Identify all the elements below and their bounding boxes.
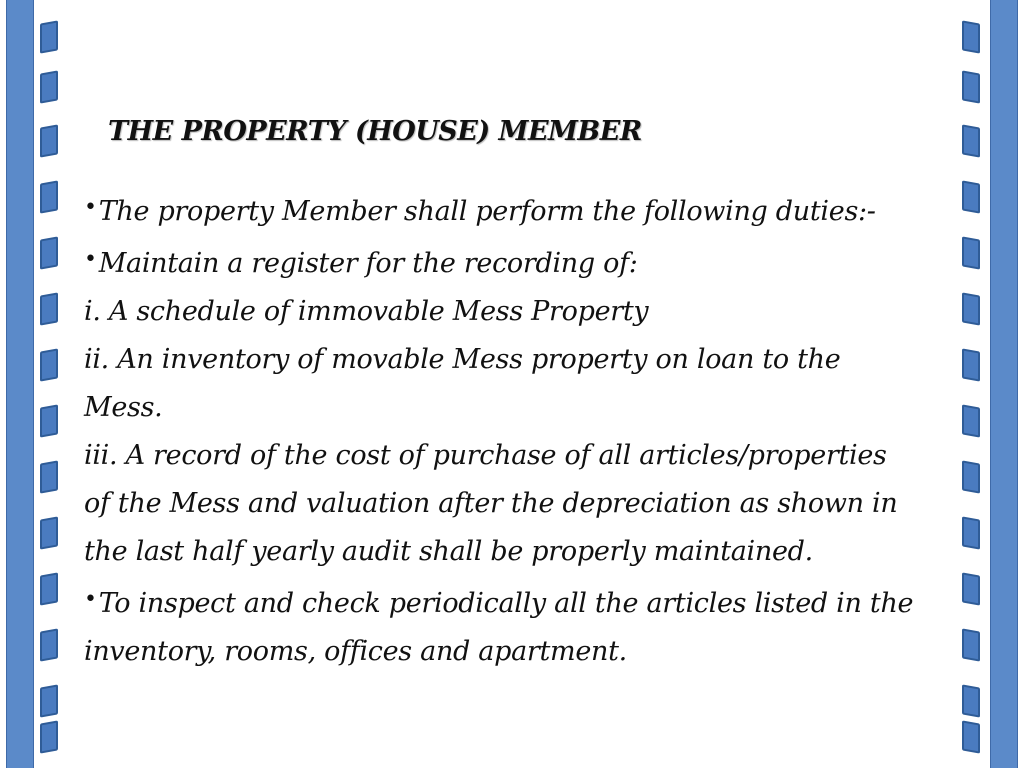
border-tab [40, 404, 58, 437]
border-tab [40, 236, 58, 269]
border-tab [962, 516, 980, 549]
border-tab [962, 628, 980, 661]
body-line [84, 336, 954, 384]
border-tab [40, 628, 58, 661]
border-tab [962, 236, 980, 269]
body-line [84, 288, 954, 336]
bullet-text: To inspect and check periodically all the articles listed in the [98, 588, 914, 619]
slide-title: THE PROPERTY (HOUSE) MEMBER [108, 116, 642, 147]
border-tab [40, 684, 58, 717]
border-tab [40, 720, 58, 753]
border-tab [962, 20, 980, 53]
border-tab [40, 124, 58, 157]
body-line [84, 384, 954, 432]
border-tab [962, 720, 980, 753]
body-text: inventory, rooms, offices and apartment. [84, 636, 627, 667]
body-text: Mess. [84, 392, 163, 423]
body-text: of the Mess and valuation after the depreciation as shown in [84, 488, 898, 519]
bullet-text: Maintain a register for the recording of: [98, 248, 638, 279]
border-tab [962, 348, 980, 381]
slide-content [84, 110, 954, 676]
right-decorative-border [990, 0, 1018, 768]
border-tab [962, 124, 980, 157]
border-tab [40, 348, 58, 381]
bullet-line [84, 236, 954, 288]
border-tab [40, 20, 58, 53]
body-text: ii. An inventory of movable Mess property on loan to the [84, 344, 841, 375]
border-tab [962, 684, 980, 717]
body-text: the last half yearly audit shall be properly maintained. [84, 536, 813, 567]
bullet-line [84, 184, 954, 236]
border-tab [40, 572, 58, 605]
border-tab [962, 70, 980, 103]
border-tab [40, 292, 58, 325]
body-text: iii. A record of the cost of purchase of all articles/properties [84, 440, 887, 471]
border-tab [40, 180, 58, 213]
body-text: i. A schedule of immovable Mess Property [84, 296, 649, 327]
body-line [84, 628, 954, 676]
bullet-text: The property Member shall perform the following duties:- [98, 196, 876, 227]
body-line [84, 432, 954, 480]
border-tab [962, 460, 980, 493]
border-tab [40, 70, 58, 103]
bullet-line [84, 576, 954, 628]
border-tab [962, 404, 980, 437]
body-line [84, 528, 954, 576]
border-tab [40, 460, 58, 493]
border-tab [962, 292, 980, 325]
border-tab [962, 572, 980, 605]
left-decorative-border [6, 0, 34, 768]
slide-body [84, 184, 954, 676]
body-line [84, 480, 954, 528]
border-tab [40, 516, 58, 549]
border-tab [962, 180, 980, 213]
